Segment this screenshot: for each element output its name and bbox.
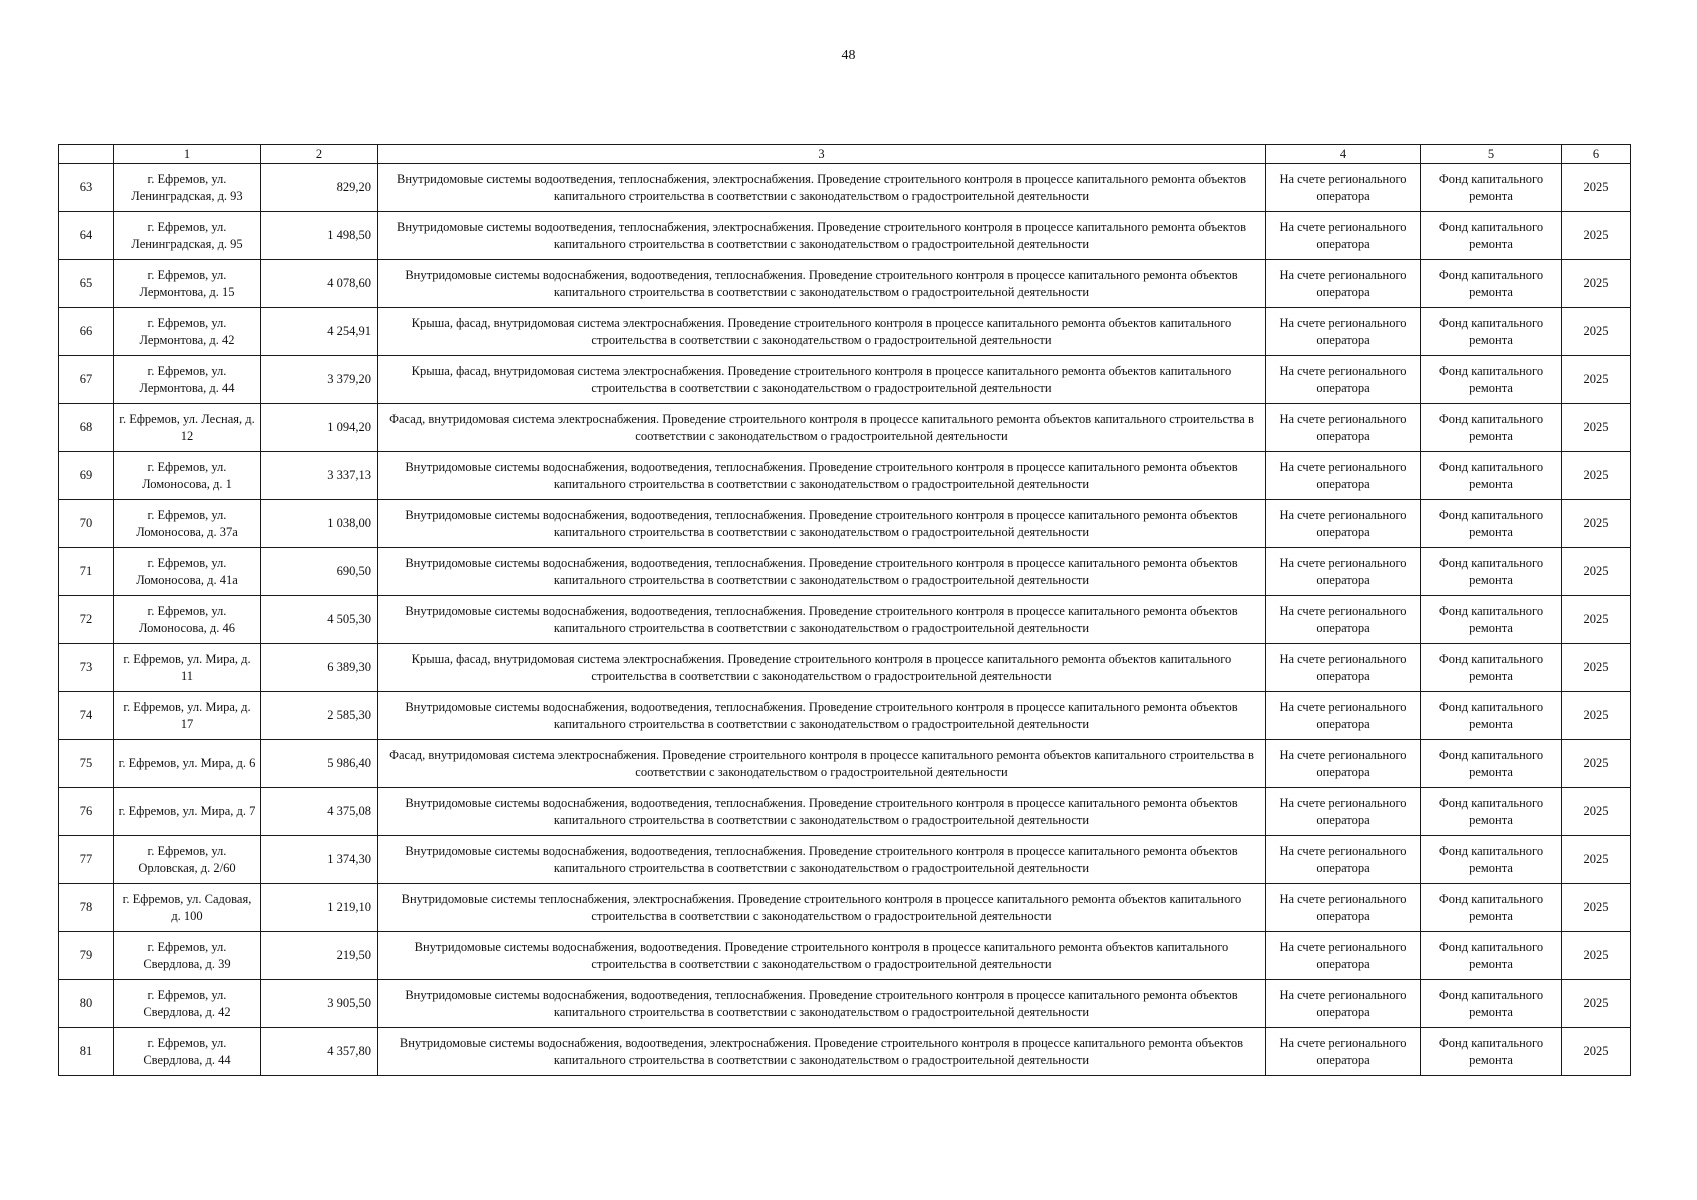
account-method-cell: На счете регионального оператора: [1266, 212, 1421, 260]
works-description-cell: Внутридомовые системы водоснабжения, водоотведения, теплоснабжения. Проведение строительного контроля в процессе капитального ремонта объектов капитального строительства в соответствии с законодательством о градостроительной деятельности: [378, 260, 1266, 308]
funding-source-cell: Фонд капитального ремонта: [1421, 740, 1562, 788]
address-cell: г. Ефремов, ул. Ленинградская, д. 93: [114, 164, 261, 212]
address-cell: г. Ефремов, ул. Мира, д. 7: [114, 788, 261, 836]
row-number-cell: 63: [59, 164, 114, 212]
funding-source-cell: Фонд капитального ремонта: [1421, 308, 1562, 356]
works-description-cell: Фасад, внутридомовая система электроснабжения. Проведение строительного контроля в процессе капитального ремонта объектов капитального строительства в соответствии с законодательством о градостроительной деятельности: [378, 404, 1266, 452]
row-number-cell: 65: [59, 260, 114, 308]
column-header: 6: [1562, 145, 1631, 164]
table-row: [59, 596, 1631, 644]
year-cell: 2025: [1562, 596, 1631, 644]
works-description-cell: Внутридомовые системы водоснабжения, водоотведения, теплоснабжения. Проведение строительного контроля в процессе капитального ремонта объектов капитального строительства в соответствии с законодательством о градостроительной деятельности: [378, 596, 1266, 644]
address-cell: г. Ефремов, ул. Садовая, д. 100: [114, 884, 261, 932]
works-description-cell: Внутридомовые системы водоснабжения, водоотведения, теплоснабжения. Проведение строительного контроля в процессе капитального ремонта объектов капитального строительства в соответствии с законодательством о градостроительной деятельности: [378, 548, 1266, 596]
area-cell: 1 094,20: [261, 404, 378, 452]
area-cell: 1 374,30: [261, 836, 378, 884]
funding-source-cell: Фонд капитального ремонта: [1421, 644, 1562, 692]
area-cell: 4 505,30: [261, 596, 378, 644]
works-description-cell: Внутридомовые системы водоснабжения, водоотведения, теплоснабжения. Проведение строительного контроля в процессе капитального ремонта объектов капитального строительства в соответствии с законодательством о градостроительной деятельности: [378, 500, 1266, 548]
table-row: [59, 260, 1631, 308]
address-cell: г. Ефремов, ул. Свердлова, д. 39: [114, 932, 261, 980]
funding-source-cell: Фонд капитального ремонта: [1421, 212, 1562, 260]
table-row: [59, 932, 1631, 980]
column-header: 2: [261, 145, 378, 164]
address-cell: г. Ефремов, ул. Свердлова, д. 42: [114, 980, 261, 1028]
funding-source-cell: Фонд капитального ремонта: [1421, 356, 1562, 404]
row-number-cell: 73: [59, 644, 114, 692]
area-cell: 829,20: [261, 164, 378, 212]
row-number-cell: 80: [59, 980, 114, 1028]
area-cell: 1 038,00: [261, 500, 378, 548]
account-method-cell: На счете регионального оператора: [1266, 452, 1421, 500]
address-cell: г. Ефремов, ул. Лермонтова, д. 44: [114, 356, 261, 404]
address-cell: г. Ефремов, ул. Свердлова, д. 44: [114, 1028, 261, 1076]
works-description-cell: Внутридомовые системы водоснабжения, водоотведения, электроснабжения. Проведение строительного контроля в процессе капитального ремонта объектов капитального строительства в соответствии с законодательством о градостроительной деятельности: [378, 1028, 1266, 1076]
address-cell: г. Ефремов, ул. Орловская, д. 2/60: [114, 836, 261, 884]
column-header: 4: [1266, 145, 1421, 164]
address-cell: г. Ефремов, ул. Лесная, д. 12: [114, 404, 261, 452]
table-row: [59, 356, 1631, 404]
area-cell: 1 498,50: [261, 212, 378, 260]
account-method-cell: На счете регионального оператора: [1266, 260, 1421, 308]
funding-source-cell: Фонд капитального ремонта: [1421, 980, 1562, 1028]
year-cell: 2025: [1562, 548, 1631, 596]
funding-source-cell: Фонд капитального ремонта: [1421, 404, 1562, 452]
funding-source-cell: Фонд капитального ремонта: [1421, 788, 1562, 836]
account-method-cell: На счете регионального оператора: [1266, 932, 1421, 980]
page-number: 48: [841, 48, 856, 63]
works-description-cell: Внутридомовые системы водоотведения, теплоснабжения, электроснабжения. Проведение строительного контроля в процессе капитального ремонта объектов капитального строительства в соответствии с законодательством о градостроительной деятельности: [378, 212, 1266, 260]
year-cell: 2025: [1562, 788, 1631, 836]
account-method-cell: На счете регионального оператора: [1266, 500, 1421, 548]
row-number-cell: 79: [59, 932, 114, 980]
funding-source-cell: Фонд капитального ремонта: [1421, 260, 1562, 308]
year-cell: 2025: [1562, 500, 1631, 548]
year-cell: 2025: [1562, 644, 1631, 692]
year-cell: 2025: [1562, 692, 1631, 740]
works-description-cell: Внутридомовые системы водоснабжения, водоотведения, теплоснабжения. Проведение строительного контроля в процессе капитального ремонта объектов капитального строительства в соответствии с законодательством о градостроительной деятельности: [378, 788, 1266, 836]
table-row: [59, 452, 1631, 500]
account-method-cell: На счете регионального оператора: [1266, 980, 1421, 1028]
column-header: 5: [1421, 145, 1562, 164]
area-cell: 4 254,91: [261, 308, 378, 356]
capital-repair-table: [58, 144, 1631, 1076]
row-number-cell: 68: [59, 404, 114, 452]
works-description-cell: Внутридомовые системы водоснабжения, водоотведения, теплоснабжения. Проведение строительного контроля в процессе капитального ремонта объектов капитального строительства в соответствии с законодательством о градостроительной деятельности: [378, 836, 1266, 884]
account-method-cell: На счете регионального оператора: [1266, 596, 1421, 644]
area-cell: 3 905,50: [261, 980, 378, 1028]
table-row: [59, 740, 1631, 788]
account-method-cell: На счете регионального оператора: [1266, 740, 1421, 788]
funding-source-cell: Фонд капитального ремонта: [1421, 884, 1562, 932]
account-method-cell: На счете регионального оператора: [1266, 884, 1421, 932]
row-number-cell: 70: [59, 500, 114, 548]
address-cell: г. Ефремов, ул. Лермонтова, д. 42: [114, 308, 261, 356]
account-method-cell: На счете регионального оператора: [1266, 548, 1421, 596]
table-row: [59, 980, 1631, 1028]
table-row: [59, 644, 1631, 692]
table-row: [59, 548, 1631, 596]
works-description-cell: Крыша, фасад, внутридомовая система электроснабжения. Проведение строительного контроля в процессе капитального ремонта объектов капитального строительства в соответствии с законодательством о градостроительной деятельности: [378, 644, 1266, 692]
row-number-cell: 78: [59, 884, 114, 932]
table-row: [59, 884, 1631, 932]
address-cell: г. Ефремов, ул. Ленинградская, д. 95: [114, 212, 261, 260]
table-row: [59, 692, 1631, 740]
table-row: [59, 500, 1631, 548]
table-row: [59, 164, 1631, 212]
area-cell: 3 379,20: [261, 356, 378, 404]
account-method-cell: На счете регионального оператора: [1266, 164, 1421, 212]
funding-source-cell: Фонд капитального ремонта: [1421, 596, 1562, 644]
table-row: [59, 212, 1631, 260]
table-row: [59, 788, 1631, 836]
works-description-cell: Внутридомовые системы водоснабжения, водоотведения. Проведение строительного контроля в процессе капитального ремонта объектов капитального строительства в соответствии с законодательством о градостроительной деятельности: [378, 932, 1266, 980]
address-cell: г. Ефремов, ул. Ломоносова, д. 37а: [114, 500, 261, 548]
works-description-cell: Внутридомовые системы теплоснабжения, электроснабжения. Проведение строительного контроля в процессе капитального ремонта объектов капитального строительства в соответствии с законодательством о градостроительной деятельности: [378, 884, 1266, 932]
account-method-cell: На счете регионального оператора: [1266, 692, 1421, 740]
works-description-cell: Внутридомовые системы водоотведения, теплоснабжения, электроснабжения. Проведение строительного контроля в процессе капитального ремонта объектов капитального строительства в соответствии с законодательством о градостроительной деятельности: [378, 164, 1266, 212]
year-cell: 2025: [1562, 836, 1631, 884]
address-cell: г. Ефремов, ул. Мира, д. 17: [114, 692, 261, 740]
area-cell: 4 357,80: [261, 1028, 378, 1076]
address-cell: г. Ефремов, ул. Мира, д. 11: [114, 644, 261, 692]
account-method-cell: На счете регионального оператора: [1266, 404, 1421, 452]
table-row: [59, 1028, 1631, 1076]
area-cell: 2 585,30: [261, 692, 378, 740]
works-description-cell: Фасад, внутридомовая система электроснабжения. Проведение строительного контроля в процессе капитального ремонта объектов капитального строительства в соответствии с законодательством о градостроительной деятельности: [378, 740, 1266, 788]
funding-source-cell: Фонд капитального ремонта: [1421, 836, 1562, 884]
funding-source-cell: Фонд капитального ремонта: [1421, 932, 1562, 980]
row-number-cell: 77: [59, 836, 114, 884]
works-description-cell: Крыша, фасад, внутридомовая система электроснабжения. Проведение строительного контроля в процессе капитального ремонта объектов капитального строительства в соответствии с законодательством о градостроительной деятельности: [378, 356, 1266, 404]
works-description-cell: Внутридомовые системы водоснабжения, водоотведения, теплоснабжения. Проведение строительного контроля в процессе капитального ремонта объектов капитального строительства в соответствии с законодательством о градостроительной деятельности: [378, 980, 1266, 1028]
column-header: 1: [114, 145, 261, 164]
row-number-cell: 76: [59, 788, 114, 836]
address-cell: г. Ефремов, ул. Ломоносова, д. 1: [114, 452, 261, 500]
column-header: 3: [378, 145, 1266, 164]
year-cell: 2025: [1562, 740, 1631, 788]
year-cell: 2025: [1562, 404, 1631, 452]
year-cell: 2025: [1562, 932, 1631, 980]
works-description-cell: Внутридомовые системы водоснабжения, водоотведения, теплоснабжения. Проведение строительного контроля в процессе капитального ремонта объектов капитального строительства в соответствии с законодательством о градостроительной деятельности: [378, 452, 1266, 500]
row-number-cell: 74: [59, 692, 114, 740]
table-row: [59, 404, 1631, 452]
address-cell: г. Ефремов, ул. Ломоносова, д. 41а: [114, 548, 261, 596]
funding-source-cell: Фонд капитального ремонта: [1421, 452, 1562, 500]
account-method-cell: На счете регионального оператора: [1266, 308, 1421, 356]
year-cell: 2025: [1562, 1028, 1631, 1076]
works-description-cell: Крыша, фасад, внутридомовая система электроснабжения. Проведение строительного контроля в процессе капитального ремонта объектов капитального строительства в соответствии с законодательством о градостроительной деятельности: [378, 308, 1266, 356]
area-cell: 219,50: [261, 932, 378, 980]
funding-source-cell: Фонд капитального ремонта: [1421, 500, 1562, 548]
table-body: [59, 164, 1631, 1076]
address-cell: г. Ефремов, ул. Лермонтова, д. 15: [114, 260, 261, 308]
account-method-cell: На счете регионального оператора: [1266, 836, 1421, 884]
account-method-cell: На счете регионального оператора: [1266, 788, 1421, 836]
column-number-row: [59, 145, 1631, 164]
area-cell: 5 986,40: [261, 740, 378, 788]
funding-source-cell: Фонд капитального ремонта: [1421, 692, 1562, 740]
row-number-cell: 64: [59, 212, 114, 260]
year-cell: 2025: [1562, 260, 1631, 308]
area-cell: 690,50: [261, 548, 378, 596]
row-number-cell: 81: [59, 1028, 114, 1076]
area-cell: 4 078,60: [261, 260, 378, 308]
row-number-cell: 75: [59, 740, 114, 788]
area-cell: 3 337,13: [261, 452, 378, 500]
row-number-cell: 71: [59, 548, 114, 596]
year-cell: 2025: [1562, 980, 1631, 1028]
year-cell: 2025: [1562, 212, 1631, 260]
row-number-cell: 72: [59, 596, 114, 644]
account-method-cell: На счете регионального оператора: [1266, 356, 1421, 404]
year-cell: 2025: [1562, 164, 1631, 212]
year-cell: 2025: [1562, 884, 1631, 932]
address-cell: г. Ефремов, ул. Мира, д. 6: [114, 740, 261, 788]
funding-source-cell: Фонд капитального ремонта: [1421, 1028, 1562, 1076]
table-row: [59, 308, 1631, 356]
row-number-cell: 66: [59, 308, 114, 356]
area-cell: 6 389,30: [261, 644, 378, 692]
column-header: [59, 145, 114, 164]
table-row: [59, 836, 1631, 884]
account-method-cell: На счете регионального оператора: [1266, 644, 1421, 692]
works-description-cell: Внутридомовые системы водоснабжения, водоотведения, теплоснабжения. Проведение строительного контроля в процессе капитального ремонта объектов капитального строительства в соответствии с законодательством о градостроительной деятельности: [378, 692, 1266, 740]
year-cell: 2025: [1562, 356, 1631, 404]
row-number-cell: 67: [59, 356, 114, 404]
account-method-cell: На счете регионального оператора: [1266, 1028, 1421, 1076]
row-number-cell: 69: [59, 452, 114, 500]
year-cell: 2025: [1562, 452, 1631, 500]
address-cell: г. Ефремов, ул. Ломоносова, д. 46: [114, 596, 261, 644]
funding-source-cell: Фонд капитального ремонта: [1421, 164, 1562, 212]
area-cell: 4 375,08: [261, 788, 378, 836]
funding-source-cell: Фонд капитального ремонта: [1421, 548, 1562, 596]
area-cell: 1 219,10: [261, 884, 378, 932]
year-cell: 2025: [1562, 308, 1631, 356]
